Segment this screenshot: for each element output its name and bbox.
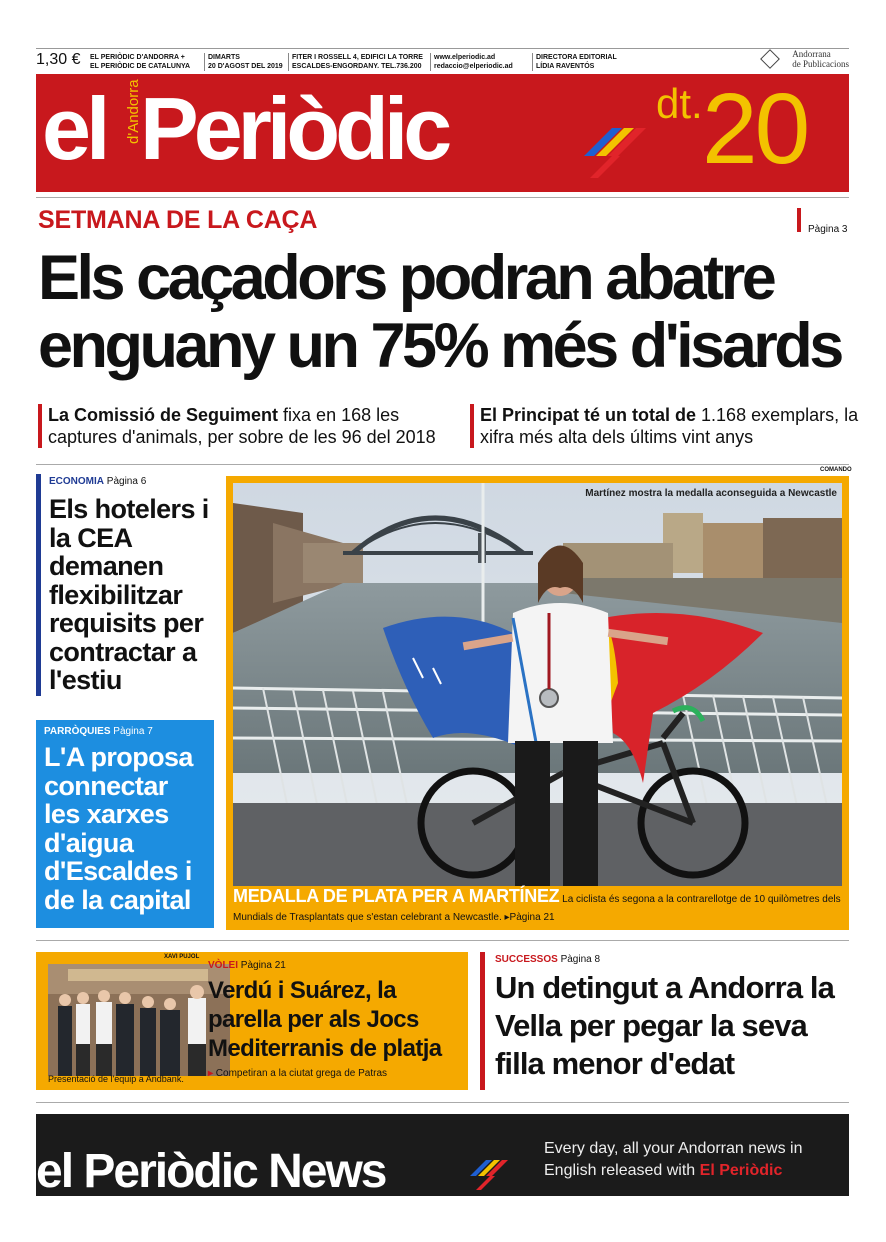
thumb-photo-credit: XAVI PUJOL [164,954,200,960]
periodic-news-banner[interactable] [36,1114,849,1196]
photo-story-desc: La ciclista és segona a la contrarellotge de 10 quilòmetres dels Mundials de Trasplantats que s'estan celebrant a Newcastle. [233,894,841,923]
lead-subhead-left: La Comissió de Seguiment fixa en 168 les captures d'animals, per sobre de les 96 del 2018 [38,404,438,448]
section-label: VÒLEI Pàgina 21 [208,960,286,971]
successos-story[interactable] [480,952,850,1090]
section-label: SUCCESSOS Pàgina 8 [495,954,601,965]
lead-headline[interactable]: Els caçadors podran abatre enguany un 75% més d'isards [38,243,841,381]
photo-story-page-link[interactable]: ▸Pàgina 21 [501,912,555,923]
logo-periodic: Periòdic [140,79,448,178]
photo-story-title[interactable]: MEDALLA DE PLATA PER A MARTÍNEZ [233,886,560,906]
web-info[interactable]: www.elperiodic.ad redaccio@elperiodic.ad [430,53,513,71]
divider [36,197,849,198]
date-info: DIMARTS 20 D'AGOST DEL 2019 [204,53,283,71]
lead-kicker: SETMANA DE LA CAÇA [38,206,318,234]
story-headline[interactable]: Els hotelers i la CEA demanen flexibilitzar requisits per contractar a l'estiu [49,494,209,695]
divider [36,940,849,941]
lead-page-ref[interactable]: Pàgina 3 [797,208,857,234]
publisher-name: Andorrana de Publicacions [792,49,849,69]
photo-story[interactable] [226,476,849,930]
editions-info: EL PERIÒDIC D'ANDORRA + EL PERIÒDIC DE CATALUNYA [90,54,191,70]
flag-stripes-icon [468,1154,516,1196]
lead-subhead-right: El Principat té un total de 1.168 exemplars, la xifra més alta dels últims vint anys [470,404,860,448]
parroquies-story[interactable] [36,720,214,928]
story-subhead: ▸ Competiran a la ciutat grega de Patras [208,1068,388,1079]
logo-dandorra: d'Andorra [125,79,142,144]
publisher-logo-icon [760,49,780,69]
divider [36,1102,849,1103]
address-info: FITER I ROSSELL 4, EDIFICI LA TORRE ESCALDES-ENGORDANY. TEL.736.200 [288,53,423,71]
section-label: PARRÒQUIES Pàgina 7 [44,726,153,737]
top-info-strip [36,48,849,74]
section-label: ECONOMIA Pàgina 6 [49,476,147,487]
day-number: 20 [702,73,808,185]
page-marker-icon [797,208,801,232]
divider [36,464,849,465]
masthead [36,74,849,192]
story-headline[interactable]: Un detingut a Andorra la Vella per pegar la seva filla menor d'edat [495,970,834,1081]
day-abbreviation: dt. [656,80,703,127]
volei-story[interactable] [36,952,468,1090]
photo-credit: COMANDO [820,467,852,473]
cover-price: 1,30 € [36,51,81,68]
director-info: DIRECTORA EDITORIAL LÍDIA RAVENTÓS [532,53,617,71]
story-headline[interactable]: Verdú i Suárez, la parella per als Jocs Mediterranis de platja [208,977,442,1062]
cyclist-photo[interactable] [233,483,842,886]
logo-el: el [42,79,106,178]
photo-story-text[interactable] [233,886,842,925]
photo-caption: Martínez mostra la medalla aconseguida a Newcastle [585,488,837,499]
news-tagline: Every day, all your Andorran news in English released with El Periòdic [544,1140,803,1179]
economia-story[interactable] [36,474,214,696]
team-photo[interactable] [48,964,230,1076]
news-brand-logo: el Periòdic News [36,1145,386,1196]
flag-stripes-icon [576,114,656,194]
story-headline[interactable]: L'A proposa connectar les xarxes d'aigua d'Escaldes i de la capital [44,742,193,915]
thumb-photo-caption: Presentació de l'equip a Andbank. [48,1074,184,1084]
